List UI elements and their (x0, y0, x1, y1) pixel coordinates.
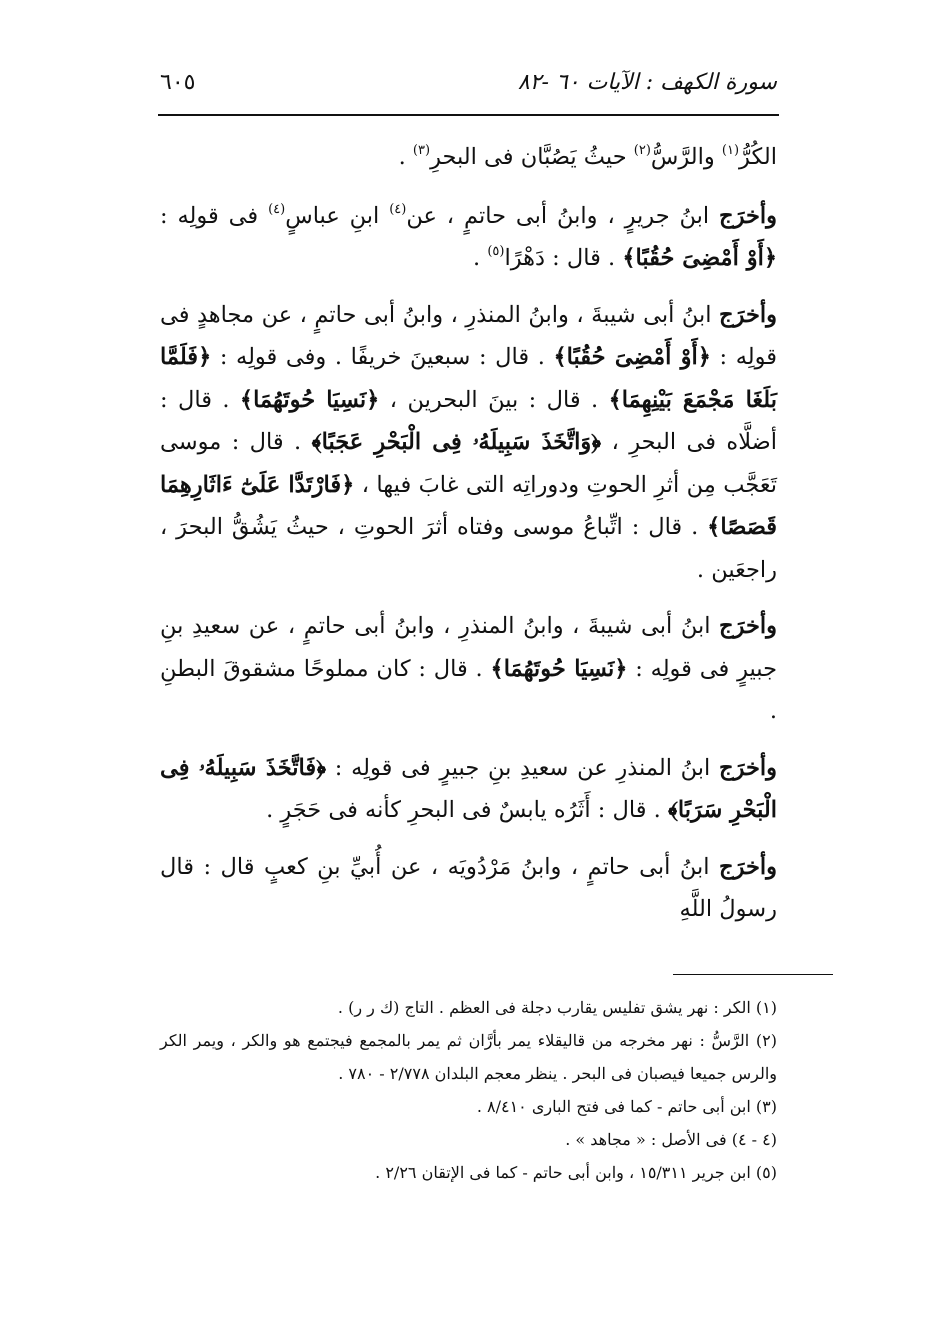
footnote-ref: (٤) (268, 201, 286, 217)
paragraph-4 (160, 605, 777, 733)
paragraph-1 (160, 136, 777, 179)
text-run: . قال : اتِّباعُ موسى وفتاه أثرَ الحوتِ ، حيثُ يَشُقُّ البحرَ ، راجعَين . (160, 514, 777, 583)
footnote-1: (١) الكر : نهر يشق تفليس يقارب دجلة فى العظم . التاج (ك ر ر) . (337, 998, 777, 1017)
footnote-2: (٢) الرَّسُّ : نهر مخرجه من قاليقلاء يمر بأرَّان ثم يمر بالمجمع فيجتمع هو والكر ، ويمر الكر والرس جميعا فيصبان فى البحر . ينظر معجم البلدان ٢/٧٧٨ - ٧٨٠ . (160, 1031, 777, 1083)
text-run: . قال : بينَ البحرين ، (379, 386, 609, 413)
footnote-ref: (٥) (487, 244, 505, 259)
text-run: . (398, 144, 413, 170)
paragraph-6 (160, 846, 777, 931)
paragraph-lead: وأخرَج (719, 202, 778, 229)
quran-quote: ﴿أَوْ أَمْضِىَ حُقُبًا﴾ (622, 245, 777, 271)
text-run: . قال : دَهْرًا (504, 245, 623, 271)
quran-quote: ﴿فَارْتَدَّا عَلَىٰٓ ءَاثَارِهِمَا قَصَصًا﴾ (160, 471, 777, 540)
text-run: والرَّسُّ (650, 144, 722, 170)
footnote-separator (673, 974, 833, 975)
paragraph-lead: وأخرَج (719, 301, 777, 328)
text-run: ابنُ جريرٍ ، وابنُ أبى حاتمٍ ، عن (406, 202, 720, 229)
text-run: . (473, 245, 488, 271)
text-run: . قال : كان مملوحًا مشقوقَ البطنِ . (160, 655, 777, 724)
text-run: . قال : موسى تَعَجَّب مِن أثرِ الحوتِ ودوراتِه التى غابَ فيها ، (160, 429, 777, 498)
text-run: الكُرُّ (739, 144, 777, 170)
running-title: سورة الكهف : الآيات ٦٠ -٨٢ (517, 69, 777, 95)
page-number: ٦٠٥ (160, 69, 196, 95)
quran-quote: ﴿فَلَمَّا بَلَغَا مَجْمَعَ بَيْنِهِمَا﴾ (160, 344, 777, 413)
footnote-4: (٤ - ٤) فى الأصل : « مجاهد » . (565, 1130, 777, 1149)
footnote-ref: (١) (721, 143, 740, 158)
footnote-ref: (٢) (633, 143, 651, 158)
quran-quote: ﴿فَاتَّخَذَ سَبِيلَهُۥ فِى الْبَحْرِ سَرَبًا﴾ (160, 754, 777, 823)
text-run: ابنُ المنذرِ عن سعيدِ بنِ جبيرٍ فى قولِه : (326, 754, 720, 781)
paragraph-2 (160, 195, 777, 280)
footnote-3: (٣) ابن أبى حاتم - كما فى فتح البارى ٨/٤١٠ . (476, 1097, 777, 1116)
text-run: . قال : أَثَرُه يابسٌ فى البحرِ كأنه فى حَجَرٍ . (266, 797, 668, 823)
quran-quote: ﴿أَوْ أَمْضِىَ حُقُبًا﴾ (553, 344, 711, 370)
paragraph-lead: وأخرَج (719, 754, 777, 781)
footnote-ref: (٤) (389, 201, 407, 217)
quran-quote: ﴿وَاتَّخَذَ سَبِيلَهُۥ فِى الْبَحْرِ عَجَبًا﴾ (311, 429, 602, 455)
text-run: ابنُ أبى حاتمٍ ، وابنُ مَرْدُويَه ، عن أُبيِّ بنِ كعبٍ قال : قال رسولُ اللَّهِ (160, 853, 777, 922)
main-text (160, 136, 777, 945)
quran-quote: ﴿نَسِيَا حُوتَهُمَا﴾ (490, 655, 628, 682)
text-run: . قال : أضلَّاه فى البحرِ ، (160, 386, 777, 455)
paragraph-lead: وأخرَج (719, 613, 777, 639)
text-run: حيثُ يَصُبَّان فى البحرِ (430, 144, 634, 170)
paragraph-3 (160, 294, 777, 592)
footnote-5: (٥) ابن جرير ١٥/٣١١ ، وابن أبى حاتم - كما فى الإتقان ٢/٢٦ . (375, 1163, 777, 1182)
text-run: فى قولِه : (160, 202, 269, 229)
footnote-ref: (٣) (412, 143, 431, 158)
paragraph-lead: وأخرَج (719, 853, 777, 880)
header-rule (158, 114, 779, 116)
quran-quote: ﴿نَسِيَا حُوتَهُمَا﴾ (239, 386, 380, 413)
footnotes (160, 991, 777, 1189)
text-run: ابنُ أبى شيبةَ ، وابنُ المنذرِ ، وابنُ أبى حاتمٍ ، عن مجاهدٍ فى قولِه : (160, 301, 778, 370)
text-run: ابنُ أبى شيبةَ ، وابنُ المنذرِ ، وابنُ أبى حاتمٍ ، عن سعيدِ بنِ جبيرٍ فى قولِه : (160, 613, 777, 682)
page-header (160, 62, 777, 102)
paragraph-5 (160, 747, 777, 832)
text-run: ابنِ عباسٍ (285, 202, 390, 229)
text-run: . قال : سبعينَ خريفًا . وفى قولِه : (211, 344, 554, 370)
